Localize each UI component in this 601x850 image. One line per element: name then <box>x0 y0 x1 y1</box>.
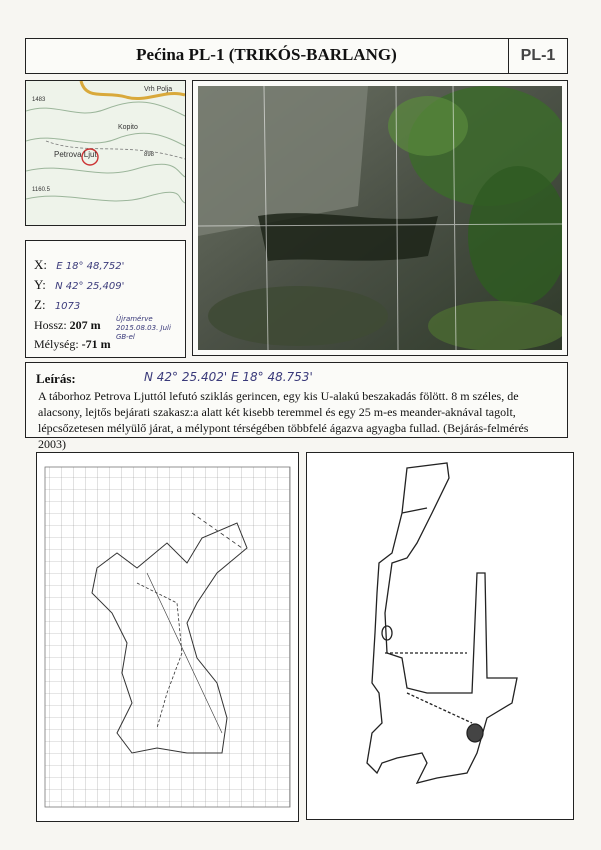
description-label: Leírás: <box>36 371 76 386</box>
plan-sketch-panel <box>36 452 299 822</box>
z-value: 1073 <box>54 301 81 312</box>
cave-entrance-photo <box>192 80 568 356</box>
map-label-petrova: Petrova Ljut <box>54 150 97 159</box>
depth-row <box>34 337 111 352</box>
map-label-elev-3: 1160.5 <box>32 187 50 193</box>
title-box <box>25 38 568 74</box>
description-handwritten-coords: N 42° 25.402' E 18° 48.753' <box>144 370 313 384</box>
length-value: 207 m <box>69 318 101 332</box>
depth-value: -71 m <box>81 337 111 351</box>
cave-code: PL-1 <box>508 39 567 73</box>
coordinates-box <box>25 240 186 358</box>
z-row <box>34 297 80 313</box>
z-label: Z: <box>34 297 46 312</box>
profile-survey-panel <box>306 452 574 820</box>
description-box <box>25 362 568 451</box>
map-label-kopito: Kopito <box>118 124 138 131</box>
profile-survey <box>307 453 573 819</box>
map-label-elev-2: 1483 <box>32 97 46 103</box>
depth-label: Mélység: <box>34 337 79 351</box>
y-value: N 42° 25,409' <box>55 281 125 292</box>
x-row <box>34 257 124 273</box>
plan-sketch <box>37 453 298 821</box>
description-text: A táborhoz Petrova Ljuttól lefutó sziklás gerincen, egy kis U-alakú beszakadás fölött. 8 m széles, de alacsony, lejtős bejárati szakasz:a alatt két kisebb teremmel és egy 25 m-es meander-aknával tagolt, lépcsőzetesen mélyülő járat, a mélypont térségében többfelé ágazva agyagba fullad. (Bejárás-felmérés 2003) <box>38 389 529 451</box>
y-label: Y: <box>34 277 46 292</box>
map-label-peak: Vrh Polja <box>144 86 173 93</box>
resurvey-note: Újramérve 2015.08.03. Juli GB-el <box>116 315 171 341</box>
location-map <box>25 80 186 226</box>
photo-image <box>198 86 562 350</box>
y-row <box>34 277 124 293</box>
page-title: Pećina PL-1 (TRIKÓS-BARLANG) <box>136 45 397 64</box>
x-label: X: <box>34 257 47 272</box>
x-value: E 18° 48,752' <box>56 261 125 272</box>
length-label: Hossz: <box>34 318 67 332</box>
length-row <box>34 318 101 333</box>
map-label-elev-1: 898 <box>144 152 155 158</box>
map-drawing <box>26 81 185 225</box>
